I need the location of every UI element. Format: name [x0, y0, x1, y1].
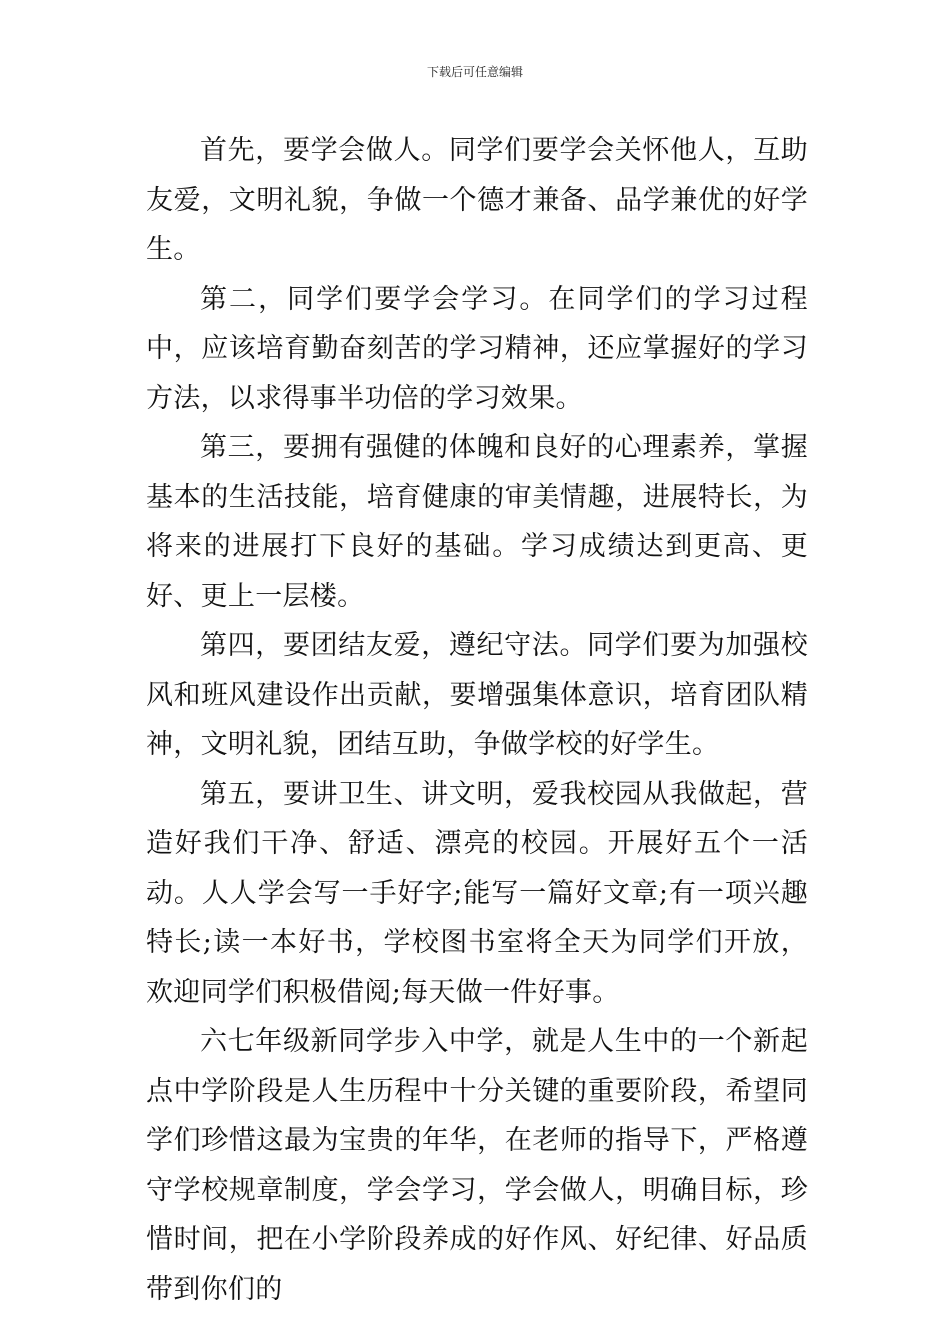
- paragraph-5: 第五，要讲卫生、讲文明，爱我校园从我做起，营造好我们干净、舒适、漂亮的校园。开展好五个一活动。人人学会写一手好字;能写一篇好文章;有一项兴趣特长;读一本好书，学校图书室将全天为同学们开放，欢迎同学们积极借阅;每天做一件好事。: [146, 778, 808, 1008]
- header-note: 下载后可任意编辑: [426, 65, 523, 79]
- paragraph-4: 第四，要团结友爱，遵纪守法。同学们要为加强校风和班风建设作出贡献，要增强集体意识，培育团队精神，文明礼貌，团结互助，争做学校的好学生。: [146, 630, 808, 760]
- paragraph-2: 第二，同学们要学会学习。在同学们的学习过程中，应该培育勤奋刻苦的学习精神，还应掌握好的学习方法，以求得事半功倍的学习效果。: [146, 283, 808, 414]
- paragraph-3: 第三，要拥有强健的体魄和良好的心理素养，掌握基本的生活技能，培育健康的审美情趣，进展特长，为将来的进展打下良好的基础。学习成绩达到更高、更好、更上一层楼。: [146, 432, 808, 612]
- paragraph-6: 六七年级新同学步入中学，就是人生中的一个新起点中学阶段是人生历程中十分关键的重要阶段，希望同学们珍惜这最为宝贵的年华，在老师的指导下，严格遵守学校规章制度，学会学习，学会做人，明确目标，珍惜时间，把在小学阶段养成的好作风、好纪律、好品质带到你们的: [146, 1026, 808, 1305]
- paragraph-1: 首先，要学会做人。同学们要学会关怀他人，互助友爱，文明礼貌，争做一个德才兼备、品学兼优的好学生。: [146, 135, 808, 265]
- document-body: [146, 126, 808, 1314]
